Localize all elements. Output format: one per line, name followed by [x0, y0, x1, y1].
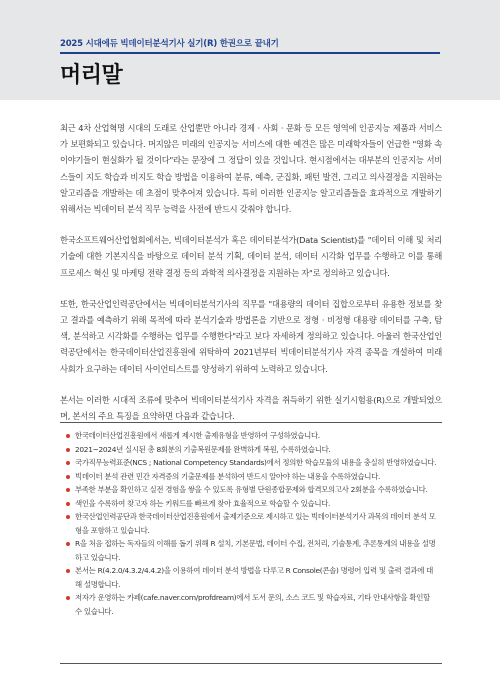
feature-text: 한국산업인력공단과 한국데이터산업진흥원에서 출제기준으로 제시하고 있는 빅데이터분석기사 과목의 데이터 분석 모형을 포함하고 있습니다.: [75, 512, 436, 535]
bullet-icon: [66, 542, 70, 546]
list-item: [66, 443, 438, 457]
bullet-icon: [66, 515, 70, 519]
feature-text: 저자가 운영하는 카페(cafe.naver.com/profdream)에서 도서 문의, 소스 코드 및 학습자료, 기타 안내사항을 확인할 수 있습니다.: [75, 593, 430, 616]
list-item: [66, 470, 438, 484]
feature-text: 본서는 R(4.2.0/4.3.2/4.4.2)을 이용하여 데이터 분석 방법을 다루고 R Console(콘솔) 명령어 입력 및 출력 결과에 대해 설명합니다.: [75, 566, 433, 589]
bullet-icon: [66, 461, 70, 465]
paragraph: 또한, 한국산업인력공단에서는 빅데이터분석기사의 직무를 "대용량의 데이터 집합으로부터 유용한 정보를 찾고 결과를 예측하기 위해 목적에 따라 분석기술과 방법론을 기반으로 정형 · 비정형 대용량 데이터를 구축, 탐색, 분석하고 시각화를 수행하는 업무를 수행한다"라고 보다 자세하게 정의하고 있습니다. 아울러 한국산업인력공단에서는 한국데이터산업진흥원에 위탁하여 2021년부터 빅데이터분석기사 자격 종목을 개설하여 미래 사회가 요구하는 데이터 사이언티스트를 양성하기 위하여 노력하고 있습니다.: [60, 298, 442, 374]
page-title: 머리말: [60, 63, 123, 88]
paragraph: 최근 4차 산업혁명 시대의 도래로 산업뿐만 아니라 경제 · 사회 · 문화 등 모든 영역에 인공지능 제품과 서비스가 보편화되고 있습니다. 머지않은 미래의 인공지능 서비스에 대한 예견은 많은 미래학자들이 언급한 "영화 속 이야기들이 현실화가 될 것이다"라는 문장에 그 정답이 있을 것입니다. 현시점에서는 대부분의 인공지능 서비스들이 지도 학습과 비지도 학습 방법을 이용하여 분류, 예측, 군집화, 패턴 발견, 그리고 의사결정을 지원하는 알고리즘을 개발하는 데 초점이 맞추어져 있습니다. 특히 이러한 인공지능 알고리즘들을 효과적으로 개발하기 위해서는 빅데이터 분석 직무 능력을 사전에 반드시 갖춰야 합니다.: [60, 123, 442, 215]
feature-text: 2021~2024년 실시된 총 8회분의 기출복원문제를 완벽하게 복원, 수록하였습니다.: [75, 444, 331, 454]
paragraph: 한국소프트웨어산업협회에서는, 빅데이터분석가 혹은 데이터분석가(Data Scientist)를 "데이터 이해 및 처리 기술에 대한 기본지식을 바탕으로 데이터 분석 기획, 데이터 분석, 데이터 시각화 업무를 수행하고 이를 통해 프로세스 혁신 및 마케팅 전략 결정 등의 과학적 의사결정을 지원하는 자"로 정의하고 있습니다.: [60, 235, 442, 278]
feature-text: R을 처음 접하는 독자들의 이해를 돕기 위해 R 설치, 기본문법, 데이터 수집, 전처리, 기술통계, 추론통계의 내용을 설명하고 있습니다.: [75, 539, 436, 562]
bullet-icon: [66, 569, 70, 573]
series-title-underline: [60, 52, 440, 54]
feature-text: 국가직무능력표준(NCS ; National Competency Standards)에서 정의한 학습모듈의 내용을 충실히 반영하였습니다.: [75, 458, 437, 467]
bullet-icon: [66, 596, 70, 600]
list-item: [66, 510, 438, 537]
features-list: [60, 423, 442, 618]
list-item: [66, 497, 438, 511]
features-box: [60, 422, 442, 664]
list-item: [66, 483, 438, 497]
list-item: [66, 591, 438, 618]
bullet-icon: [66, 448, 70, 452]
list-item: [66, 537, 438, 564]
bullet-icon: [66, 488, 70, 492]
bullet-icon: [66, 502, 70, 506]
preface-body: [60, 120, 442, 439]
bullet-icon: [66, 475, 70, 479]
feature-text: 색인을 수록하여 찾고자 하는 키워드를 빠르게 찾아 효율적으로 학습할 수 있습니다.: [75, 498, 331, 508]
feature-text: 빅데이터 분석 관련 민간 자격증의 기출문제를 분석하여 반드시 알아야 하는 내용을 수록하였습니다.: [75, 471, 381, 481]
bullet-icon: [66, 434, 70, 438]
paragraph: 본서는 이러한 시대적 조류에 맞추어 빅데이터분석기사 자격을 취득하기 위한 실기시험용(R)으로 개발되었으며, 본서의 주요 특징을 요약하면 다음과 같습니다.: [60, 394, 442, 422]
list-item: [66, 564, 438, 591]
feature-text: 부족한 부분을 확인하고 실전 경험을 쌓을 수 있도록 유형별 단원종합문제와 합격모의고사 2회분을 수록하였습니다.: [75, 485, 428, 494]
feature-text: 한국데이터산업진흥원에서 새롭게 제시한 출제유형을 반영하여 구성하였습니다.: [75, 431, 320, 440]
list-item: [66, 456, 438, 470]
list-item: [66, 429, 438, 443]
series-title: 2025 시대에듀 빅데이터분석기사 실기(R) 한권으로 끝내기: [60, 39, 279, 49]
